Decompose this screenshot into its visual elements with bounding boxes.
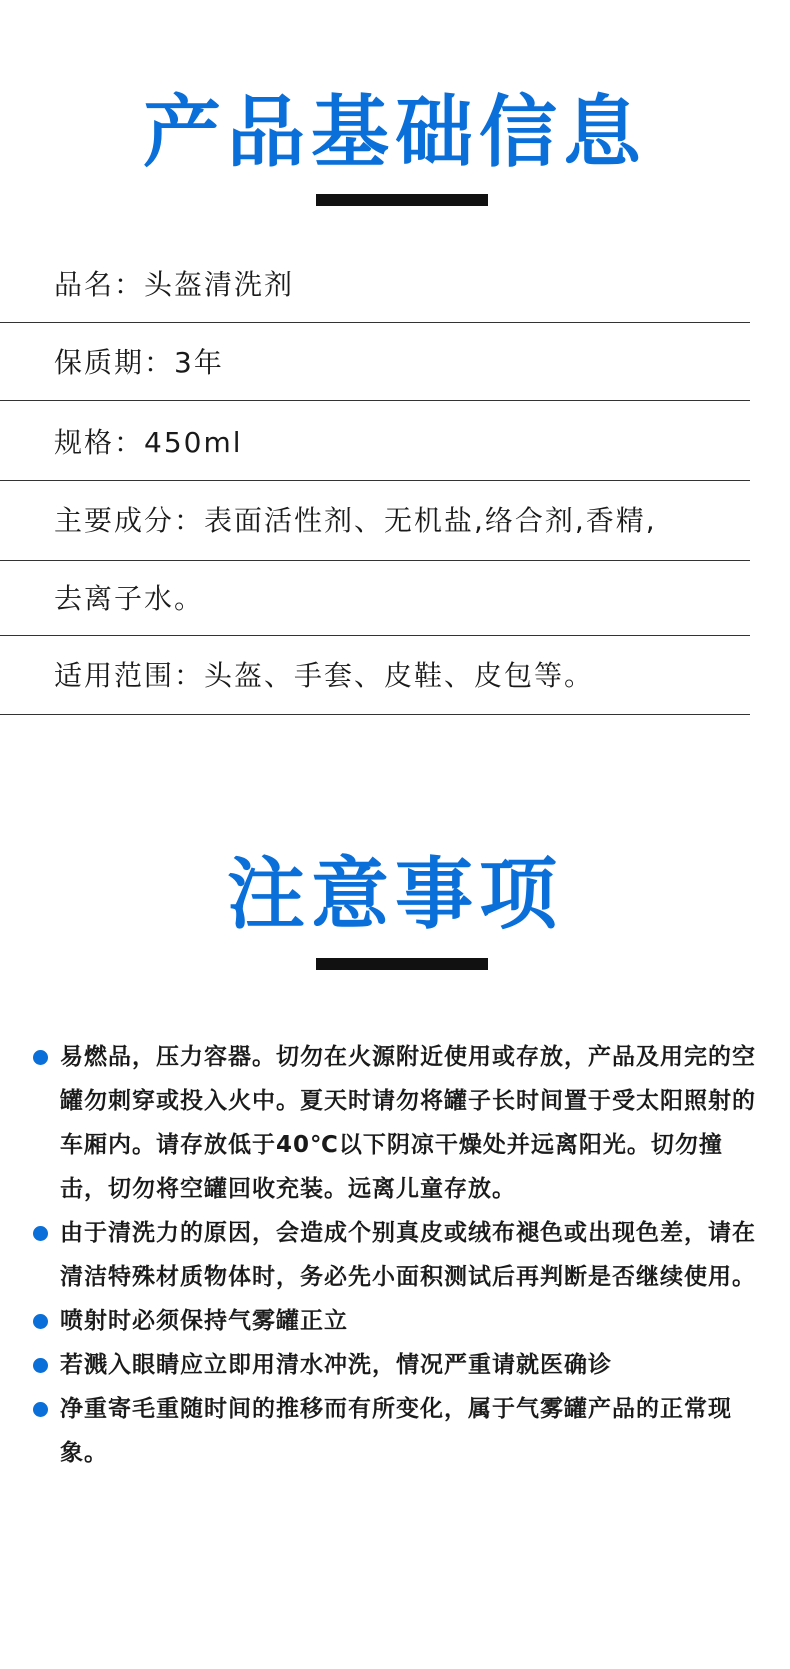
note-item — [30, 1387, 760, 1475]
info-row-ingredients-cont — [0, 561, 750, 636]
bullet-dot-icon — [33, 1226, 48, 1241]
info-row-spec — [0, 401, 750, 481]
info-row-ingredients — [0, 481, 750, 561]
info-row-scope — [0, 636, 750, 715]
note-item — [30, 1299, 760, 1343]
note-text: 易燃品，压力容器。切勿在火源附近使用或存放，产品及用完的空罐勿刺穿或投入火中。夏天时请勿将罐子长时间置于受太阳照射的车厢内。请存放低于40℃以下阴凉干燥处并远离阳光。切勿撞击，切勿将空罐回收充装。远离儿童存放。 — [60, 1044, 756, 1202]
bullet-dot-icon — [33, 1402, 48, 1417]
note-item — [30, 1035, 760, 1211]
notes-list — [30, 1035, 760, 1475]
info-row-shelf-life — [0, 323, 750, 401]
info-shelf-life-text: 保质期：3年 — [54, 346, 224, 379]
info-scope-text: 适用范围：头盔、手套、皮鞋、皮包等。 — [54, 659, 595, 692]
bullet-dot-icon — [33, 1314, 48, 1329]
note-text: 若溅入眼睛应立即用清水冲洗，情况严重请就医确诊 — [60, 1352, 612, 1378]
info-name-text: 品名：头盔清洗剂 — [54, 268, 295, 301]
note-text: 净重寄毛重随时间的推移而有所变化，属于气雾罐产品的正常现象。 — [60, 1396, 732, 1466]
note-text: 由于清洗力的原因，会造成个别真皮或绒布褪色或出现色差，请在清洁特殊材质物体时，务必先小面积测试后再判断是否继续使用。 — [60, 1220, 756, 1290]
note-text: 喷射时必须保持气雾罐正立 — [60, 1308, 348, 1334]
notes-title-underline-bar — [316, 958, 488, 970]
info-ingredients-cont-text: 去离子水。 — [54, 582, 205, 615]
notes-title: 注意事项 — [226, 850, 563, 940]
product-info-title: 产品基础信息 — [142, 88, 647, 178]
info-spec-text: 规格：450ml — [54, 426, 243, 459]
note-item — [30, 1343, 760, 1387]
info-row-name — [0, 245, 750, 323]
note-item — [30, 1211, 760, 1299]
info-ingredients-text: 主要成分：表面活性剂、无机盐,络合剂,香精, — [54, 504, 657, 537]
title-underline-bar — [316, 194, 488, 206]
bullet-dot-icon — [33, 1050, 48, 1065]
bullet-dot-icon — [33, 1358, 48, 1373]
